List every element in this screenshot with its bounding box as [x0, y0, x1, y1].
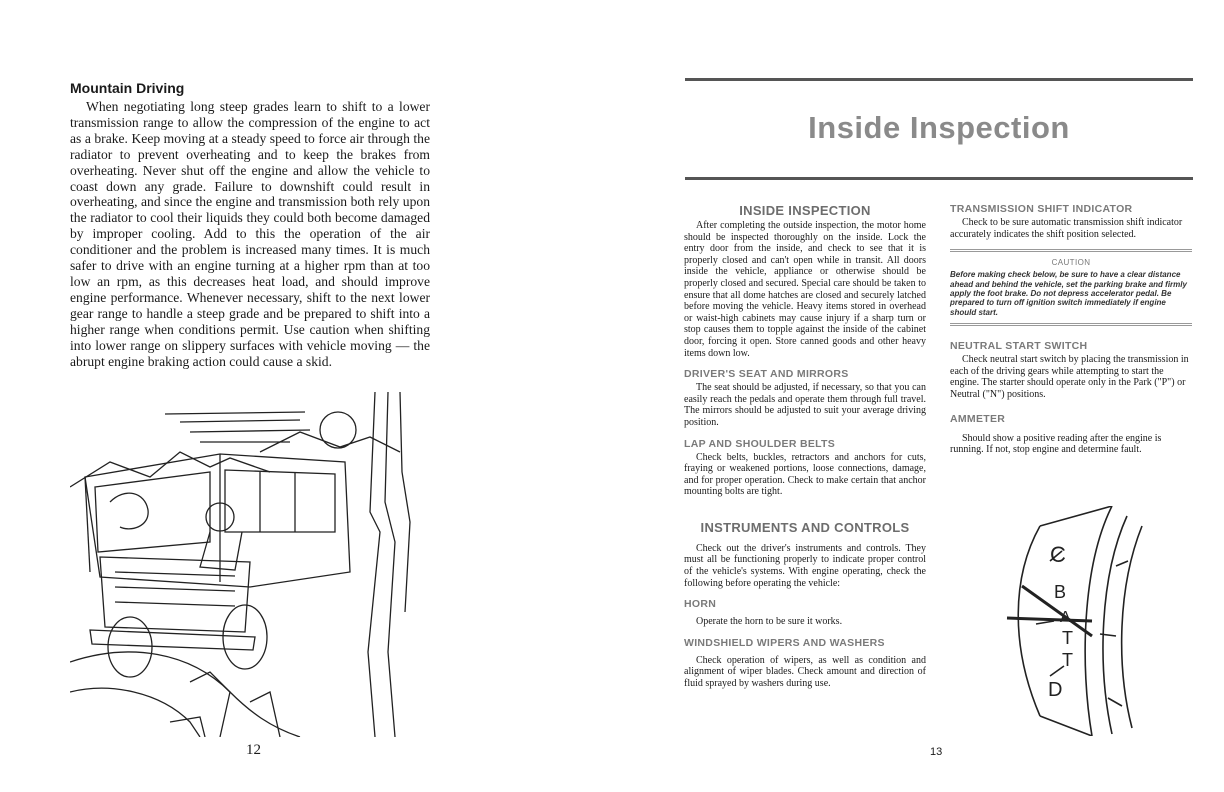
gauge-label-a: A [1060, 609, 1071, 626]
text-neutral-start: Check neutral start switch by placing the transmission in each of the driving gears while attempting to start the engine. The starter should operate only in the Park ("P") or Neutral ("N") positions. [950, 354, 1189, 400]
title-rule-bottom [685, 177, 1193, 180]
page-number-left: 12 [246, 742, 261, 758]
gauge-label-d: D [1048, 679, 1063, 701]
text-lap-belts: Check belts, buckles, retractors and anchors for cuts, fraying or weakened portions, loose connections, damage, and for proper operation. Check to make certain that anchor mounting bolts are tight. [684, 451, 926, 498]
gauge-label-c: C [1050, 542, 1066, 567]
page-number-right: 13 [930, 746, 943, 758]
right-column [950, 203, 1192, 465]
text-transmission-indicator: Check to be sure automatic transmission shift indicator accurately indicates the shift position selected. [950, 217, 1183, 240]
gauge-label-t1: T [1062, 628, 1073, 648]
heading-horn: HORN [684, 598, 717, 611]
text-horn: Operate the horn to be sure it works. [696, 616, 843, 628]
motorhome-mountain-illustration [70, 392, 440, 737]
caution-box [950, 249, 1192, 326]
ammeter-gauge-illustration [992, 506, 1182, 736]
caution-heading: CAUTION [1051, 258, 1091, 268]
page-title: Inside Inspection [808, 110, 1070, 145]
text-wipers: Check operation of wipers, as well as condition and alignment of wiper blades. Check amount and direction of fluid sprayed by washers during use. [684, 654, 926, 690]
heading-instruments: INSTRUMENTS AND CONTROLS [700, 519, 910, 535]
gauge-label-b: B [1054, 582, 1067, 602]
heading-neutral-start: NEUTRAL START SWITCH [950, 340, 1088, 353]
title-rule-top [685, 78, 1193, 81]
heading-lap-belts: LAP AND SHOULDER BELTS [684, 437, 836, 450]
text-instruments: Check out the driver's instruments and controls. They must all be functioning properly to indicate proper control of the vehicle's systems. With engine operating, check the following before operating the vehicle: [684, 542, 926, 589]
gauge-label-t2: T [1062, 650, 1073, 670]
heading-inside-inspection: INSIDE INSPECTION [739, 203, 871, 218]
heading-transmission-indicator: TRANSMISSION SHIFT INDICATOR [950, 203, 1133, 215]
text-ammeter: Should show a positive reading after the engine is running. If not, stop engine and determine fault. [950, 432, 1162, 456]
right-page [612, 0, 1224, 792]
heading-drivers-seat: DRIVER'S SEAT AND MIRRORS [684, 368, 849, 381]
caution-text: Before making check below, be sure to have a clear distance ahead and behind the vehicle, set the parking brake and firmly apply the foot brake. Do not depress accelerator pedal. Be prepared to turn off ignition switch immediately if engine should start. [950, 270, 1187, 317]
mountain-driving-body: When negotiating long steep grades learn to shift to a lower transmission range to allow the compression of the engine to act as a brake. Keep moving at a steady speed to force air through the radiator to prevent overheating and to keep the brakes from overheating. Never shut off the engine and allow the vehicle to coast down any grade. Failure to downshift could result in overheating, and since the engine and transmission both rely upon the radiator to cool their liquids they could both become damaged by improper cooling. Add to this the operation of the air conditioner and the problem is increased many times. It is much safer to drive with an engine turning at a higher rpm than at too low an rpm, as this decreases heat load, and should improve engine performance. Whenever necessary, shift to the next lower gear range to handle a steep grade and be prepared to shift into a higher range when conditions permit. Use caution when shifting into lower range on slippery surfaces with vehicle moving — the abrupt engine braking action could cause a skid. [70, 99, 430, 369]
left-column [684, 203, 926, 699]
heading-ammeter: AMMETER [950, 412, 1006, 425]
section-heading-mountain-driving: Mountain Driving [70, 80, 185, 96]
text-drivers-seat: The seat should be adjusted, if necessary, so that you can easily reach the pedals and operate them through full travel. The mirrors should be adjusted to suit your average driving position. [684, 382, 926, 428]
heading-wipers: WINDSHIELD WIPERS AND WASHERS [684, 636, 885, 649]
text-inside-inspection: After completing the outside inspection, the motor home should be inspected thoroughly on the inside. Lock the entry door from the inside, and check to see that it is properly closed and can't open while in transit. All doors inside the vehicle, appliance or otherwise should be properly closed and secured. Special care should be taken to ensure that all dome hatches are closed and securely latched before moving the vehicle. Heavy items stored in overhead or waist-high cabinets may cause injury if a sharp turn or stop causes them to topple against the inside of the cabinet door, forcing it open. Store canned goods and other heavy items down low. [684, 220, 926, 359]
